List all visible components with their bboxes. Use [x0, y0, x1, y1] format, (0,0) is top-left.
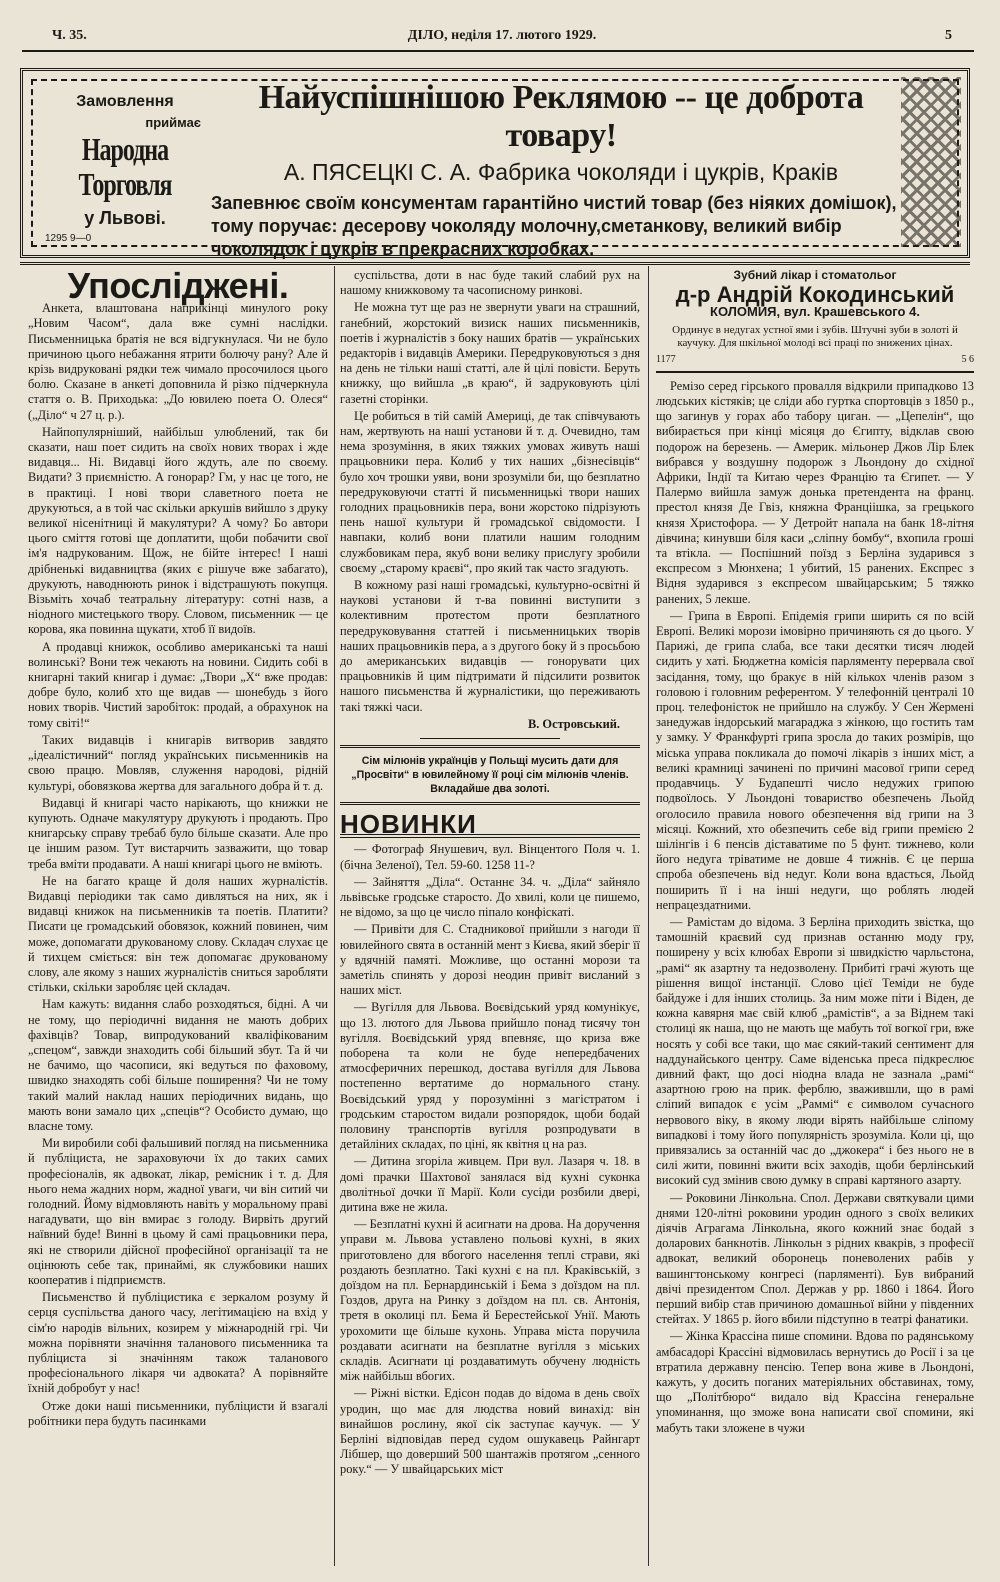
dentist-address: КОЛОМИЯ, вул. Крашевського 4. — [710, 304, 920, 320]
news-item: — Дитина згоріла живцем. При вул. Лазаря ч. 18. в домі прачки Шахтової занялася від кухні суконка дволітньої дочки її Марії. Коли сусіди розбили двері, дитина вже не жила. — [340, 1154, 640, 1214]
prosvita-notice: Сім мілюнів українців у Польщі мусить дати для „Просвіти“ в ювилейному її році сім мілюнів членів. Вкладайше два золоті. — [340, 745, 640, 805]
chocolate-advertisement — [20, 68, 970, 258]
separator-rule — [420, 738, 560, 739]
article-paragraph: Письменство й публіцистика є зеркалом розуму й серця суспільства даного часу, легітимацією на вхід у сім'ю народів вільних, козирем у міжнародній грі. Чи можна порівняти значіння таланового письменника та публіциста зі значінням також таланового професіонального лікаря чи адвоката? А порівняйте їхній добробут у нас! — [28, 1290, 328, 1396]
news-item: — Зайняття „Діла“. Останнє 34. ч. „Діла“ зайняло львівське гродське старосто. До хвилі, коли це пишемо, не відомо, за що це число піпало конфіскаті. — [340, 874, 640, 920]
news-item: — Фотограф Янушевич, вул. Вінцентого Поля ч. 1. (бічна Зеленої), Тел. 59-60. 1258 11-? — [340, 842, 640, 872]
dentist-profession: Зубний лікар і стоматольог — [733, 268, 897, 282]
article-paragraph: Найпопулярніший, найбільш улюблений, так би сказати, наш поет сидить на своїх нових творах і жде видавця... Ні. Видавці його ждуть, але по своєму. Видати? З приємністю. А гонорар? Гм, у нас це того, не в практиці. І нові твори славетного поета не друкуються, а в той час скільки аркушів вийшло з друку великої нісенітниці й макулятури? А чому? Бо автори цього сміття готові ще доплатити, щоби побачити свої ім'я надрукованим. Щож, не бійте інтерес! І наші дрібненькі видавництва (яких є рішуче вже забагато), друкують, наводнюють ринок і відстрашують покупця. Візьміть хочаб театральну літературу: сотні назв, а ніодного мистецького твору. Словом, письменник — це корова, яка повинна щукати, хтоб її видоїв. — [28, 424, 328, 637]
news-item: — Привіти для С. Стадникової прийшли з нагоди її ювилейного свята в останній мент з Києва, який зберіг її у вдячній памяті. Можливе, що останні морози та заметіль спинять у дорозі неодин привіт висланий з наших міст. — [340, 922, 640, 998]
article-paragraph: А продавці книжок, особливо американські та наші волинські? Вони теж чекають на новини. Сидить собі в книгарні такий книгар і думає: „Твори „Х“ вже продав: добре було, колиб хто ще видав — шонебудь з його нових творів. Чистий заробіток: продай, а обрахунок на тому світі!“ — [28, 639, 328, 730]
article-paragraph: Не на багато краще й доля наших журналістів. Видавці періодики так само дивляться на них, як і видавці книжок на письменників та поетів. Платити? Писати це громадський обовязок, кожний повинен, чим може, допомагати друкованому слову. Складач слухає це й тихцем сміється: він теж допомагає друкованому слову, але якому з наших журналістів сниться заробляти стільки, скільки заробляє цей складач. — [28, 873, 328, 995]
news-item: — Роковини Лінкольна. Спол. Держави святкували цими днями 120-літні роковини уродин одного з своїх великих діячів Аграгама Лінкольна, якого кожний знає бодай з доларових банкнотів. Лінкольн з рідних квакрів, з професії адвокат, великий оборонець поневолених рабів у вашингтонському конгресі (парляменті). Був вибраний двічі президентом Спол. Держав у рр. 1860 і 1864. Його перший вибір став причиною домашньої війни у південних стейтах. У 1865 р. його вбили підступно в театрі фанатики. — [656, 1190, 974, 1327]
news-item: — Жінка Крассіна пише спомини. Вдова по радянському амбасадорі Крассіні відмовилась вернутись до Росії і за це втратила державну пенсію. Тепер вона живе в Льондоні, кажуть, у досить поганих матеріяльних обставинах, тому, що „Політбюро“ видало від Крассіна генеральне упоминання, що зможе вона написати свої спомини, які мабуть таки зложене в чужи — [656, 1329, 974, 1435]
ad-code: 1295 9—0 — [45, 233, 92, 244]
news-item: — Грипа в Европі. Епідемія грипи ширить ся по всій Европі. Великі морози імовірно причиняють ся до цього. У Парижі, де грипа слаба, все таки десятки тисяч людей сидить у хаті. Бюджетна комісія парляменту перервала свої засідання, тому, що бракує в ній кількох членів разом з головою і головним референтом. У телефонній централі 10 проц. телефоністок не прийшло на службу. У Сен Жермені занедужав індорський магараджа з жінкою, що гостить там у замку. У Франкфурті грипа зросла до таких розмірів, що міська управа покликала до помочі лікарів з інших міст, а великі крамниці зачинені по причині масової грипи серед продавчиць. У Будапешті число недужих грипою подвоїлось. У Льондоні товариство обезпечень Льойд оголосило правила нового обезпечення від грипи на 3 місяці. Кожний, хто обезпечить себе від грипи премією 2 шілінгів і 6 пенсів діставатиме по 5 фунт. тижнево, коли його недуга тріватиме не довше 4 тижнів. Є це перша спроба обезпечень від недуг. Коли вона вдасться, Льойд поширить її і на інші недуги, що роблять людей непрацездатними. — [656, 608, 974, 912]
dentist-codes — [656, 352, 974, 367]
dentist-advertisement — [656, 268, 974, 373]
dentist-code-right: 5 6 — [961, 353, 974, 365]
article-paragraph: Анкета, влаштована наприкінці минулого року „Новим Часом“, дала вже сумні наслідки. Письменницька братія не вся відгукнулася. Чи не було причиною цього небажання ятрити болючу рану? Але й крізь видруковані рядки теж чимало просочилося цього болю. Сказане в анкеті доповнила й різко підчеркнула стаття о. В. Приходька: „До ювилею поета О. Олеся“ („Діло“ ч 27 ц. р.). — [28, 301, 328, 422]
article-paragraph: Нам кажуть: видання слабо розходяться, бідні. А чи не тому, що періодичні видання не мають добрих фахівців? Товар, випродукований кваліфікованим „спецом“, завжди знаходить собі більший збут. Та й чи не бачимо, що часописи, які ведуться по фаховому, швидко знаходять собі більше поширення? Чи не тому такий малий наклад наших періодичних видань, що мають вони замало цих „спеців“? Особисто думаю, що власне тому. — [28, 997, 328, 1133]
news-item: — Безплатні кухні й асигнати на дрова. На доручення управи м. Львова уставлено польові кухні, в яких приготовлено для вбогого населення теплі страви, які роздають безплатно. Такі кухні є на пл. Краківській, з доїздом на пл. Бернардинській і Бема з доїздом на пл. Гоздов, друга на Ринку з доїздом на пл. св. Антонія, третя в околиці пл. Бема й Берестейської Унії. Мають урохомити ще більше кухонь. Управа міста поручила роздавати асигнати на безплатне вугілля з міських складів. Асигнати ці роздаватимуть обучену людність між найбільш вбогих. — [340, 1217, 640, 1384]
article-paragraph: Не можна тут ще раз не звернути уваги на страшний, ганебний, жорстокий визиск наших письменників, поетів і журналістів з боку наших братів — українських редакторів і видавців Америки. Передруковуються з дня на день не тільки наші статті, але й цілі повісти. Беруть книжку, що вийшла „в краю“, й задруковують цілі газетні сторінки. — [340, 300, 640, 406]
ad-body: Запевнює своїм консументам гарантійно чистий товар (без ніяких домішок), тому поручає: десерову чоколяду молочну,сметанкову, великий вибір чоколядок і цукрів в прекрасних коробках. — [211, 193, 897, 259]
article-paragraph: Ми виробили собі фальшивий погляд на письменника й публіциста, не зараховуючи їх до таких самих професіоналів, як адвокат, лікар, ремісник і т. д. Для нього нема жадних норм, жадної уваги, чи він ситий чи голодний. Йому відмовляють навіть у моральному праві нагадувати, що він вмирає з голоду. Вирвіть другий наївний буде! Винні в цьому й самі працьовники пера, які не створили дійсної професійної організації та не оцінюють себе так, принаймі, як службовики наших кооператив і підприємств. — [28, 1136, 328, 1287]
article-paragraph: Отже доки наші письменники, публіцисти й взагалі робітники пера будуть пасинками — [28, 1398, 328, 1428]
masthead-date: ДІЛО, неділя 17. лютого 1929. — [407, 28, 597, 43]
ad-orders-line-1: Замовлення — [76, 93, 174, 110]
ad-orders-block — [45, 79, 205, 244]
dentist-code-left: 1177 — [656, 353, 676, 365]
ad-main-text — [211, 79, 911, 261]
article-paragraph: Видавці й книгарі часто нарікають, що книжки не купують. Одначе макулятуру друкують і продають. Про книгарську справу требаб було більше сказати. Але про це іншим разом. Тут вистарчить зазважити, що товар треба вміти продавати. А наші книгарі цього не вміють. — [28, 795, 328, 871]
article-paragraph: Таких видавців і книгарів витворив завдято „ідеалістичний“ погляд українських письменників на свою працю. Мовляв, служення народові, рідній культурі, обовязкова жертва для загального добра й т. д. — [28, 732, 328, 793]
page-header — [52, 28, 952, 50]
article-column-2 — [340, 268, 640, 1480]
column-divider-2 — [648, 266, 649, 1566]
article-title: Упосліджені. — [67, 265, 289, 306]
ad-orders-line-2: приймає — [145, 115, 201, 130]
ad-company: А. ПЯСЕЦКІ С. А. Фабрика чоколяди і цукрів, Краків — [283, 159, 839, 185]
article-paragraph: В кожному разі наші громадські, культурно-освітні й наукові установи й т-ва повинні виступити з колективним протестом проти безплатного передруковування статтей і письменницьких творів наших працьовників пера, а з другого боку й з просьбою до американських видавців — гонорувати цих працьовників й цим підтримати й підсилити розвиток нашого письменства й журналістики, що переживають такі тяжкі часи. — [340, 578, 640, 714]
ad-orders-line-4: у Львові. — [84, 208, 166, 228]
article-signature: В. Островський. — [527, 716, 620, 731]
news-item: Ремізо серед гірського провалля відкрили припадково 13 людських кістяків; це сліди або гуртка спортовців з 1850 р., що загинув у горах або табору циган. — „Цепелін“, що вибирається при кінці місяця до Єгипту, відклав свою подорож на березень. — Америк. мільонер Джов Лір Блек вибрався у воздушну подорож з Льондону до східної Африки, Індії та Китаю через Францію та Єгипет. — У Палермо вийшла замуж донька претендента на франц. престол князя Де Гвіз, княжна Франціішка, за грецького князя Христофора. — У Детройт напала на банк 18-літня дівчина; кинувши біля каси „сліпну бомбу“, вхопила гроші та втікла. — Поспішний поїзд з Берліна зударився з експресом з Мюнхена; 1 убитий, 15 ранених. Експрес з Відня зударився з експресом швайцарським; 5 тяжко ранених, 5 лекше. — [656, 378, 974, 606]
article-column-1 — [28, 265, 328, 1431]
column-divider-1 — [334, 266, 335, 1566]
ad-ornament — [901, 77, 961, 247]
issue-number: Ч. 35. — [52, 28, 87, 43]
news-section-title: НОВИНКИ — [340, 817, 640, 838]
article-paragraph: Це робиться в тій самій Америці, де так співчувають нам, жертвують на наші установи й т. д. Очевидно, там нема зрозуміння, в яких тяжких умовах живуть наші працьовники пера. Колиб у тих наших „бізнесівців“ було хоч трошки уяви, вони зрозуміли би, що безплатно передруковуючи статті й письменницькі твори наших голодних працьовників пера, вони жорстоко підрізують пень нашої культури й громадської свідомости. І навпаки, колиб вони платили нашим голодним службовикам пера, якуб вони велику прислугу зробили своєму „старому краєві“, про який так часто згадують. — [340, 408, 640, 575]
news-item: — Вугілля для Львова. Воєвідський уряд комунікує, що 13. лютого для Львова прийшло понад тисячу тон вугілля. Воєвідський уряд впевняє, що криза вже поборена та коли не буде непередбачених атмосферичних перешкод, достава вугілля для Львова постепенно вертатиме до нормального стану. Воєвідський уряд у порозумінні з магістратом і гродським старостом видали розпорядок, щоби бодай половину транспортів вугілля розпродувати в детайліних складах, по ціні, як квітня ц на раз. — [340, 1000, 640, 1152]
ad-headline: Найуспішнішою Реклямою -- це доброта товару! — [258, 79, 864, 154]
news-item: — Рамістам до відома. З Берліна приходить звістка, що тамошній краєвий суд признав останню моду гру, поширену у всіх клюбах Европи зі швидкістю чарльстона, „рамі“ як азартну та недозволену. Прибиті грачі жують ще рішення вищої інстанції. Слово цієї Теміди не буде байдуже і для інших столиць. За ним може піти і Віден, де кожна кавярня має свій клюб „рамістів“, а за Віднем такі столиці як наша, що не мають ще мабуть тої вогкої гри, вже носять у собі все таки, що має сякий-такий сентимент для наддунайського центру. Саме віденська преса підкреслює дивний факт, що досі ніодна влада не зазнала „рамі“ азартною грою на прик. ферблю, зважившли, що в рамі сліпий випадок є усім „Раммі“ є символом сучасного нервового віку, в якому люди вірять найбільше сліпому випадкові і тому його популярність зрозуміла. Коли ці, що привязались за останній час до „джокера“ і без нього не в силі жити, повинні вжити всіх заходів, щоби берлінський високий суд змінив свою думку в справі картяного азарту. — [656, 914, 974, 1188]
dentist-name: д-р Андрій Кокодинський — [675, 282, 955, 308]
ad-orders-line-3: Народна Торговля — [78, 133, 172, 203]
news-item: — Ріжні вістки. Едісон подав до відома в день своїх уродин, що має для людства новий винахід: він винайшов рослину, якої сік заступає каучук. — У Берліні відповідав перед судом ошукавець Райнгарт Лібшер, що доверший 500 шантажів протягом „сенного року.“ — У швайцарських міст — [340, 1386, 640, 1477]
page-number: 5 — [945, 28, 952, 43]
header-rule — [22, 50, 974, 52]
article-column-3 — [656, 268, 974, 1438]
news-list — [340, 842, 640, 1477]
dentist-services: Ординує в недугах устної ями і зубів. Штучні зуби в золоті й каучуку. Для шкільної молоді всі праці по знижених цінах. — [672, 323, 958, 349]
article-paragraph: суспільства, доти в нас буде такий слабий рух на нашому книжковому та часописному ринкові. — [340, 268, 640, 298]
